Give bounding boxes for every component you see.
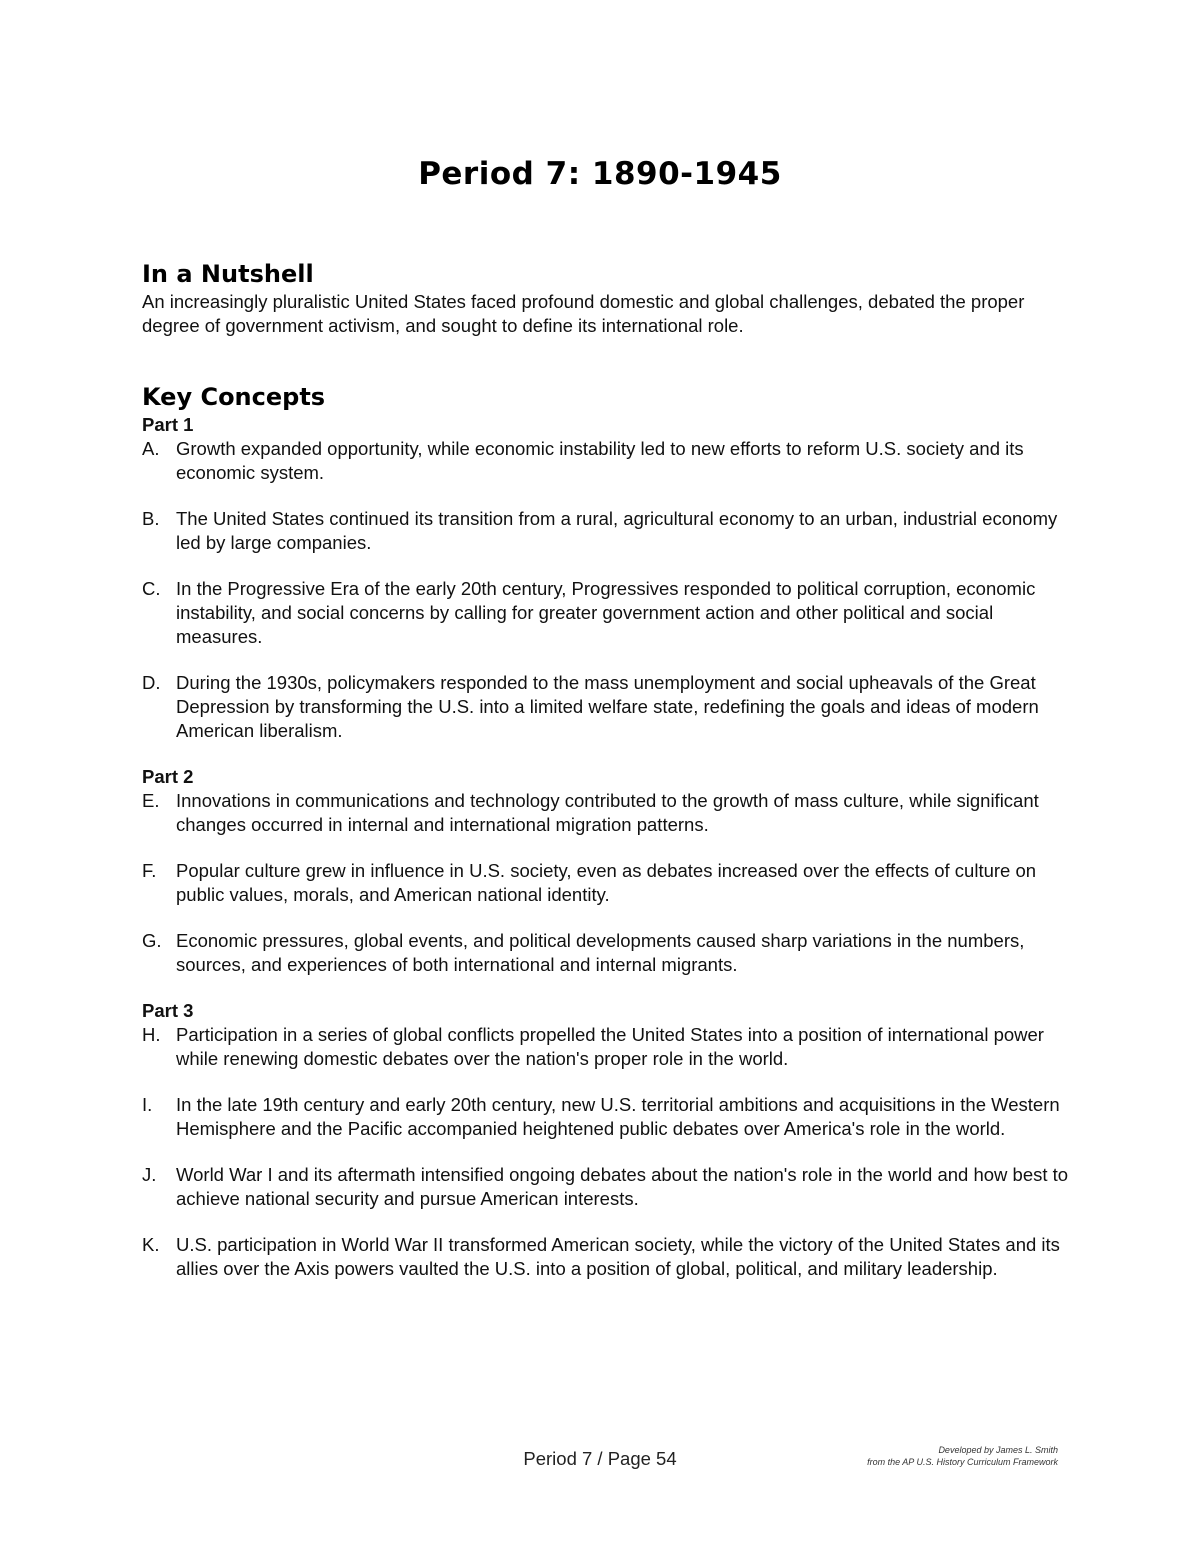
page-number: Period 7 / Page 54: [523, 1448, 677, 1469]
credit-line: Developed by James L. Smith: [938, 1445, 1058, 1455]
concept-letter: C.: [142, 578, 161, 599]
document-body: [142, 258, 1072, 1281]
concept-item: [142, 1233, 1072, 1281]
concept-text: In the late 19th century and early 20th century, new U.S. territorial ambitions and acquisitions in the Western Hemisphere and the Pacific accompanied heightened public debates over America's role in the world.: [176, 1094, 1060, 1139]
concept-letter: F.: [142, 860, 157, 881]
part-label: Part 2: [142, 766, 194, 787]
concept-item: [142, 577, 1072, 649]
nutshell-heading: In a Nutshell: [142, 260, 314, 288]
concept-text: Growth expanded opportunity, while economic instability led to new efforts to reform U.S. society and its economic system.: [176, 438, 1024, 483]
concept-letter: K.: [142, 1234, 160, 1255]
concept-letter: J.: [142, 1164, 157, 1185]
part-label: Part 1: [142, 414, 194, 435]
concept-letter: D.: [142, 672, 161, 693]
concept-letter: H.: [142, 1024, 161, 1045]
concept-item: [142, 929, 1072, 977]
nutshell-section: [142, 258, 1072, 338]
concept-item: [142, 1023, 1072, 1071]
concept-letter: E.: [142, 790, 160, 811]
concept-letter: A.: [142, 438, 160, 459]
concept-text: Participation in a series of global conflicts propelled the United States into a position of international power while renewing domestic debates over the nation's proper role in the world.: [176, 1024, 1044, 1069]
concept-item: [142, 1163, 1072, 1211]
concept-text: Innovations in communications and technology contributed to the growth of mass culture, while significant changes occurred in internal and international migration patterns.: [176, 790, 1039, 835]
concept-text: During the 1930s, policymakers responded to the mass unemployment and social upheavals of the Great Depression by transforming the U.S. into a limited welfare state, redefining the goals and ideas of modern American liberalism.: [176, 672, 1039, 741]
part-block: [142, 413, 1072, 743]
parts-container: [142, 413, 1072, 1281]
footer-credit: [867, 1444, 1058, 1468]
part-block: [142, 765, 1072, 977]
key-concepts-heading: Key Concepts: [142, 383, 326, 411]
nutshell-text: An increasingly pluralistic United States faced profound domestic and global challenges, debated the proper degree of government activism, and sought to define its international role.: [142, 291, 1025, 336]
concept-letter: G.: [142, 930, 162, 951]
concept-item: [142, 507, 1072, 555]
key-concepts-section: [142, 381, 1072, 1281]
concept-letter: B.: [142, 508, 160, 529]
concept-text: U.S. participation in World War II transformed American society, while the victory of the United States and its allies over the Axis powers vaulted the U.S. into a position of global, political, and military leadership.: [176, 1234, 1060, 1279]
concept-item: [142, 1093, 1072, 1141]
concept-letter: I.: [142, 1094, 153, 1115]
credit-line: from the AP U.S. History Curriculum Framework: [867, 1457, 1058, 1467]
concept-item: [142, 789, 1072, 837]
part-label: Part 3: [142, 1000, 194, 1021]
concept-text: Popular culture grew in influence in U.S. society, even as debates increased over the effects of culture on public values, morals, and American national identity.: [176, 860, 1037, 905]
concept-item: [142, 859, 1072, 907]
concept-text: Economic pressures, global events, and political developments caused sharp variations in the numbers, sources, and experiences of both international and internal migrants.: [176, 930, 1025, 975]
concept-text: In the Progressive Era of the early 20th century, Progressives responded to political corruption, economic instability, and social concerns by calling for greater government action and other political and social measures.: [176, 578, 1036, 647]
concept-item: [142, 437, 1072, 485]
concept-text: World War I and its aftermath intensified ongoing debates about the nation's role in the world and how best to achieve national security and pursue American interests.: [176, 1164, 1069, 1209]
concept-text: The United States continued its transition from a rural, agricultural economy to an urban, industrial economy led by large companies.: [176, 508, 1058, 553]
concept-item: [142, 671, 1072, 743]
part-block: [142, 999, 1072, 1281]
page-title: Period 7: 1890-1945: [418, 156, 782, 192]
